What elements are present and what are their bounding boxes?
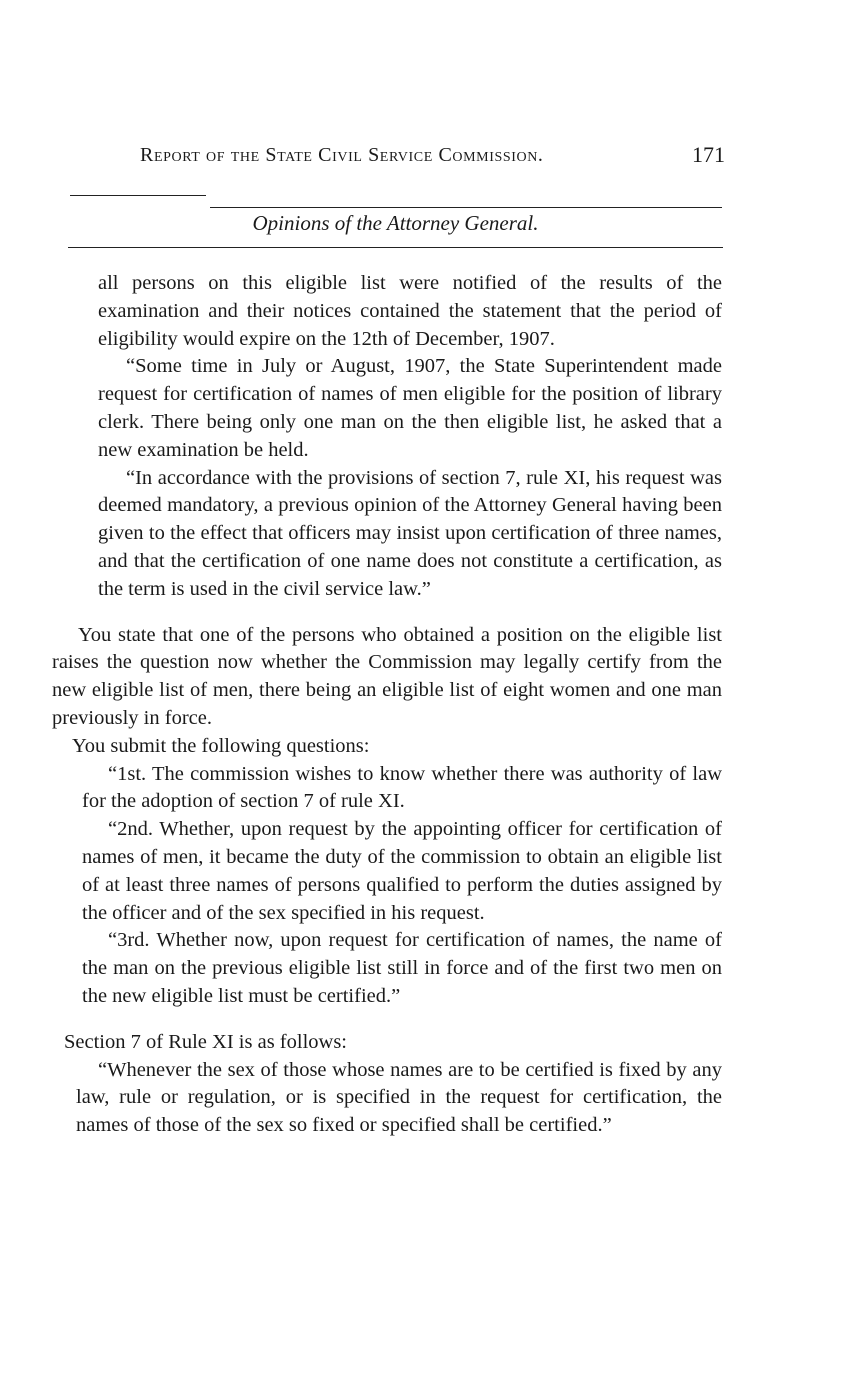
header-rule-bottom	[68, 247, 723, 248]
paragraph-you-submit: You submit the following questions:	[72, 734, 370, 757]
paragraph-you-state: You state that one of the persons who obtained a position on the eligible list raises the question now whether the Commission may legally certify from the new eligible list of men, there being an eligible list of eight women and one man previously in force.	[52, 623, 722, 729]
paragraph-gap	[52, 1011, 722, 1029]
question-second: “2nd. Whether, upon request by the appointing officer for certification of names of men, it became the duty of the commission to obtain an eligible list of at least three names of persons qualified to perform the duties assigned by the officer and of the sex specified in his request.	[82, 818, 722, 924]
paragraph-gap	[52, 604, 722, 622]
quote-section-7-text: “Whenever the sex of those whose names are to be certified is fixed by any law, rule or regulation, or is specified in the request for certification, the names of those of the sex so fixed or specified shall be certified.”	[76, 1058, 722, 1137]
page-number: 171	[692, 142, 725, 167]
running-title: Report of the State Civil Service Commission.	[140, 144, 544, 166]
header-rule-right	[210, 207, 722, 208]
body-text	[52, 270, 722, 1140]
paragraph-quote-superintendent: “Some time in July or August, 1907, the State Superintendent made request for certification of names of men eligible for the position of library clerk. There being only one man on the then eligible list, he asked that a new examination be held.	[98, 355, 722, 461]
paragraph-section-7: Section 7 of Rule XI is as follows:	[64, 1030, 347, 1053]
paragraph-continued-quote: all persons on this eligible list were notified of the results of the examination and their notices contained the statement that the period of eligibility would expire on the 12th of December, 1907.	[98, 272, 722, 350]
question-first: “1st. The commission wishes to know whether there was authority of law for the adoption of section 7 of rule XI.	[82, 762, 722, 813]
header-rule-left	[70, 195, 206, 196]
section-title: Opinions of the Attorney General.	[252, 211, 539, 235]
question-third: “3rd. Whether now, upon request for certification of names, the name of the man on the previous eligible list still in force and of the first two men on the new eligible list must be certified.”	[82, 929, 722, 1007]
running-head	[140, 142, 725, 174]
paragraph-quote-accordance: “In accordance with the provisions of section 7, rule XI, his request was deemed mandatory, a previous opinion of the Attorney General having been given to the effect that officers may insist upon certification of three names, and that the certification of one name does not constitute a certification, as the term is used in the civil service law.”	[98, 466, 722, 600]
